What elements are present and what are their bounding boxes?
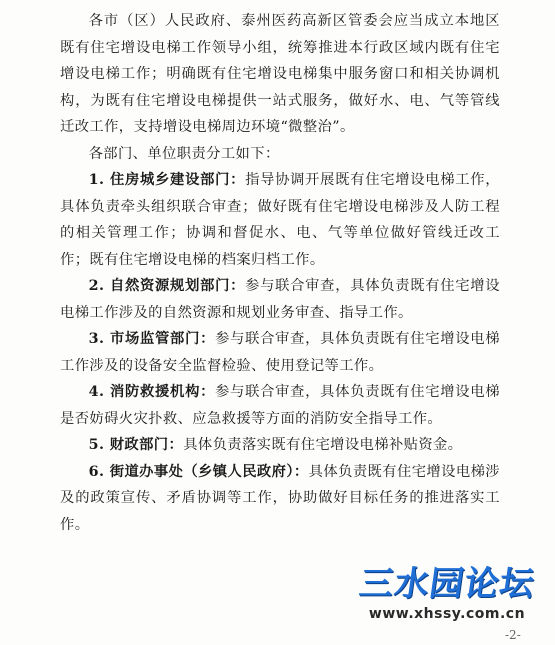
intro-paragraph: 各市（区）人民政府、泰州医药高新区管委会应当成立本地区既有住宅增设电梯工作领导小组，统筹推进本行政区域内既有住宅增设电梯工作；明确既有住宅增设电梯集中服务窗口和相关协调机构，为既有住宅增设电梯提供一站式服务，做好水、电、气等管线迁改工作，支持增设电梯周边环境“微整治”。 [60, 13, 500, 135]
watermark-logo: 三水园论坛 [356, 564, 538, 604]
duty-item-market-supervision [60, 326, 500, 379]
page-number: -2- [505, 628, 521, 642]
duty-item-text: 具体负责落实既有住宅增设电梯补贴资金。 [183, 437, 463, 453]
duty-item-lead: 3. 市场监管部门： [88, 331, 216, 347]
document-body [60, 8, 500, 538]
duty-item-lead: 6. 街道办事处（乡镇人民政府）： [88, 463, 309, 480]
duties-heading: 各部门、单位职责分工如下： [88, 145, 280, 162]
watermark-url: www.xhssy.com.cn [368, 606, 526, 622]
duty-item-finance [60, 432, 500, 459]
forum-watermark [347, 563, 547, 633]
duty-item-lead: 5. 财政部门： [88, 437, 184, 453]
duty-item-housing [60, 167, 500, 273]
duty-item-text: 指导协调开展既有住宅增设电梯工作，具体负责牵头组织联合审查；做好既有住宅增设电梯涉及人防工程的相关管理工作；协调和督促水、电、气等单位做好管线迁改工作；既有住宅增设电梯的档案归档工作。 [60, 172, 500, 268]
duty-item-lead: 1. 住房城乡建设部门： [88, 172, 246, 188]
duty-item-subdistrict [60, 459, 500, 539]
duty-item-text: 具体负责既有住宅增设电梯涉及的政策宣传、矛盾协调等工作，协助做好目标任务的推进落实工作。 [60, 463, 500, 533]
duty-item-text: 参与联合审查，具体负责既有住宅增设电梯工作涉及的自然资源和规划业务审查、指导工作。 [60, 278, 500, 321]
duty-item-natural-resources [60, 273, 500, 326]
duty-item-text: 参与联合审查，具体负责既有住宅增设电梯工作涉及的设备安全监督检验、使用登记等工作。 [60, 331, 500, 374]
duty-item-lead: 2. 自然资源规划部门： [88, 278, 246, 294]
duty-item-text: 参与联合审查，具体负责既有住宅增设电梯是否妨碍火灾扑救、应急救援等方面的消防安全指导工作。 [60, 384, 500, 427]
duty-item-fire-rescue [60, 379, 500, 432]
duty-item-lead: 4. 消防救援机构： [88, 384, 216, 400]
